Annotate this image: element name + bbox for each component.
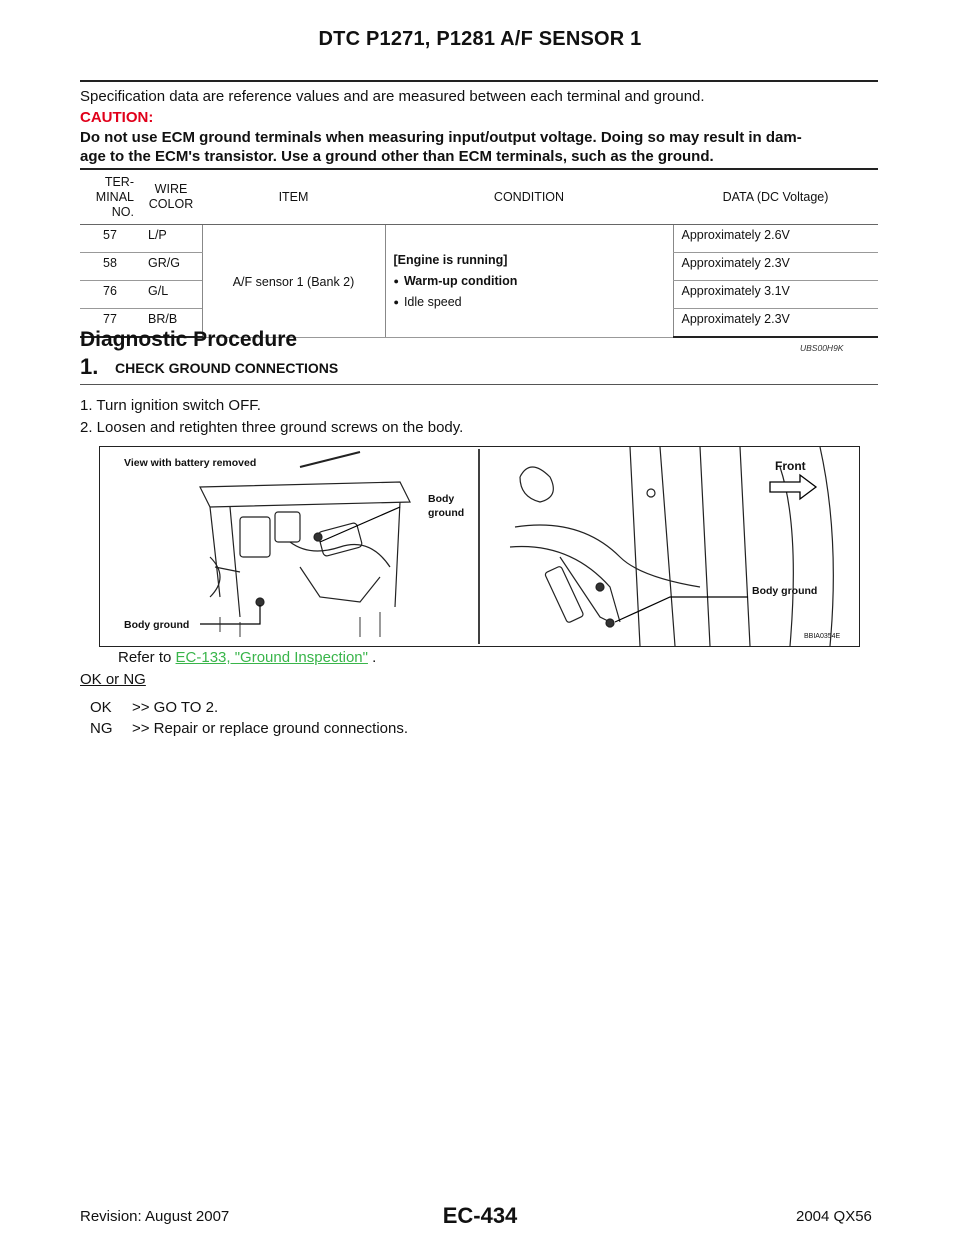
- terminal-cell: 57: [80, 225, 140, 253]
- caution-line-2: age to the ECM's transistor. Use a ground other than ECM terminals, such as the ground.: [80, 148, 714, 165]
- figure-label-body-ground-2: ground: [428, 507, 465, 519]
- footer-revision: Revision: August 2007: [80, 1208, 230, 1225]
- condition-cell: [385, 225, 673, 338]
- intro-text: Specification data are reference values and are measured between each terminal and ground.: [80, 88, 705, 105]
- step-number: 1.: [80, 354, 99, 379]
- wire-cell: BR/B: [140, 309, 202, 338]
- ok-result: [90, 697, 408, 718]
- ok-key: OK: [90, 699, 112, 716]
- front-arrow-icon: [770, 475, 816, 499]
- header-data: DATA (DC Voltage): [673, 170, 878, 225]
- body-ground-figure: [99, 446, 860, 647]
- caution-label: CAUTION:: [80, 109, 154, 126]
- ng-key: NG: [90, 720, 113, 737]
- refer-suffix: .: [367, 649, 377, 666]
- condition-bullet-2: ● Idle speed: [394, 292, 672, 313]
- condition-bullet-1: ● Warm-up condition: [394, 271, 672, 292]
- footer-model: 2004 QX56: [796, 1208, 872, 1225]
- wire-cell: G/L: [140, 281, 202, 309]
- instruction-2: 2. Loosen and retighten three ground screws on the body.: [80, 419, 464, 436]
- table-header-row: [80, 170, 878, 225]
- header-terminal: TER- MINAL NO.: [80, 170, 140, 225]
- ng-result: [90, 718, 408, 739]
- wire-cell: GR/G: [140, 253, 202, 281]
- ground-inspection-link[interactable]: EC-133, "Ground Inspection": [175, 649, 368, 666]
- refer-line: [118, 648, 376, 667]
- caution-line-1: Do not use ECM ground terminals when measuring input/output voltage. Doing so may result in dam-: [80, 129, 802, 146]
- data-cell: Approximately 3.1V: [673, 281, 878, 309]
- figure-label-body-ground-left: Body ground: [124, 619, 190, 631]
- figure-label-body-ground-1: Body: [428, 493, 455, 505]
- data-cell: Approximately 2.3V: [673, 309, 878, 338]
- figure-code: BBIA0354E: [804, 633, 841, 640]
- figure-label-view: View with battery removed: [124, 457, 257, 469]
- refer-prefix: Refer to: [118, 649, 176, 666]
- terminal-cell: 77: [80, 309, 140, 338]
- section-title: Diagnostic Procedure: [80, 328, 298, 351]
- header-wire-color: WIRE COLOR: [140, 170, 202, 225]
- footer-page-number: EC-434: [442, 1203, 518, 1228]
- header-condition: CONDITION: [385, 170, 673, 225]
- step-rule: [80, 384, 878, 385]
- table-row: [80, 225, 878, 253]
- title-rule: [80, 80, 878, 82]
- page-title: DTC P1271, P1281 A/F SENSOR 1: [318, 28, 642, 50]
- wire-cell: L/P: [140, 225, 202, 253]
- data-cell: Approximately 2.6V: [673, 225, 878, 253]
- item-cell: A/F sensor 1 (Bank 2): [202, 225, 385, 338]
- ng-text: >> Repair or replace ground connections.: [132, 720, 409, 737]
- ok-text: >> GO TO 2.: [132, 699, 219, 716]
- header-item: ITEM: [202, 170, 385, 225]
- ok-ng-label: OK or NG: [80, 671, 146, 688]
- caution-text: [80, 128, 880, 166]
- terminal-cell: 76: [80, 281, 140, 309]
- terminal-cell: 58: [80, 253, 140, 281]
- condition-heading: [Engine is running]: [393, 253, 508, 268]
- data-cell: Approximately 2.3V: [673, 253, 878, 281]
- terminal-spec-table: [80, 170, 878, 338]
- engine-bay-illustration: [100, 447, 859, 646]
- figure-label-front: Front: [775, 459, 806, 473]
- result-list: [90, 697, 408, 739]
- step-title: CHECK GROUND CONNECTIONS: [115, 360, 339, 376]
- instruction-1: 1. Turn ignition switch OFF.: [80, 397, 261, 414]
- figure-label-body-ground-right: Body ground: [752, 585, 818, 597]
- section-code: UBS00H9K: [800, 343, 844, 353]
